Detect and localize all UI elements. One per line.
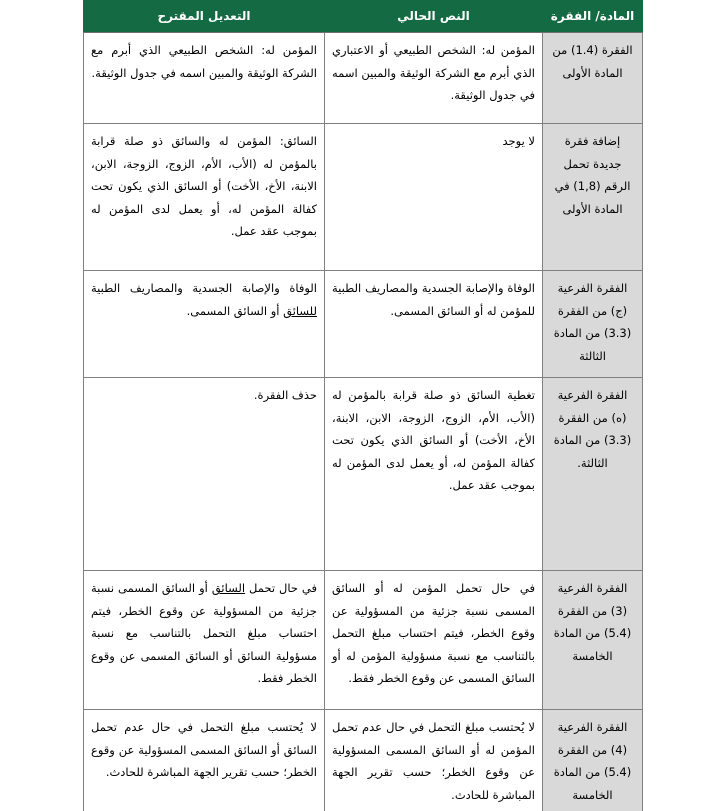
amendment-text-underlined: السائق <box>211 581 246 596</box>
amendments-table-wrapper <box>84 0 643 811</box>
amendment-text-pre: لا يُحتسب مبلغ التحمل في حال عدم تحمل السائق أو السائق المسمى المسؤولية عن وقوع الخطر؛ حسب تقرير الجهة المباشرة للحادث. <box>91 720 317 780</box>
cell-reference: إضافة فقرة جديدة تحمل الرقم (1,8) في المادة الأولى <box>543 124 643 271</box>
cell-proposed-amendment <box>84 571 325 710</box>
table-row <box>84 271 643 378</box>
amendment-text-pre: الوفاة والإصابة الجسدية والمصاريف الطبية <box>91 281 317 296</box>
cell-current-text: الوفاة والإصابة الجسدية والمصاريف الطبية للمؤمن له أو السائق المسمى. <box>325 271 543 378</box>
cell-proposed-amendment <box>84 710 325 811</box>
table-row <box>84 33 643 124</box>
amendment-text-post: أو السائق المسمى نسبة جزئية من المسؤولية عن وقوع الخطر، فيتم احتساب مبلغ التحمل بالتناسب مع نسبة مسؤولية السائق أو السائق المسمى عن وقوع الخطر فقط. <box>91 581 317 686</box>
amendment-text-pre: في حال تحمل <box>245 581 318 596</box>
column-header-proposed-amendment: التعديل المقترح <box>84 1 325 33</box>
amendment-text-pre: حذف الفقرة. <box>253 388 317 403</box>
column-header-reference: المادة/ الفقرة <box>543 1 643 33</box>
amendment-text-pre: السائق: المؤمن له والسائق ذو صلة قرابة بالمؤمن له (الأب، الأم، الزوج، الزوجة، الابن، الابنة، الأخ، الأخت) أو السائق الذي يكون تحت كفالة المؤمن له، أو يعمل لدى المؤمن له بموجب عقد عمل. <box>91 134 317 239</box>
amendment-text-post: أو السائق المسمى. <box>186 303 284 318</box>
table-row <box>84 571 643 710</box>
table-body <box>84 33 643 811</box>
cell-reference: الفقرة (1.4) من المادة الأولى <box>543 33 643 124</box>
cell-proposed-amendment <box>84 33 325 124</box>
amendments-table <box>83 0 643 811</box>
amendment-text-pre: المؤمن له: الشخص الطبيعي الذي أبرم مع الشركة الوثيقة والمبين اسمه في جدول الوثيقة. <box>91 43 317 80</box>
cell-current-text: في حال تحمل المؤمن له أو السائق المسمى نسبة جزئية من المسؤولية عن وقوع الخطر، فيتم احتساب مبلغ التحمل بالتناسب مع نسبة مسؤولية المؤمن له أو السائق المسمى عن وقوع الخطر فقط. <box>325 571 543 710</box>
amendment-text-underlined: للسائق <box>283 303 317 318</box>
cell-proposed-amendment <box>84 124 325 271</box>
table-row <box>84 378 643 571</box>
cell-proposed-amendment <box>84 378 325 571</box>
table-header <box>84 1 643 33</box>
cell-current-text: لا يُحتسب مبلغ التحمل في حال عدم تحمل المؤمن له أو السائق المسمى المسؤولية عن وقوع الخطر؛ حسب تقرير الجهة المباشرة للحادث. <box>325 710 543 811</box>
column-header-current-text: النص الحالي <box>325 1 543 33</box>
table-row <box>84 710 643 811</box>
cell-proposed-amendment <box>84 271 325 378</box>
cell-current-text: المؤمن له: الشخص الطبيعي أو الاعتباري الذي أبرم مع الشركة الوثيقة والمبين اسمه في جدول الوثيقة. <box>325 33 543 124</box>
cell-reference: الفقرة الفرعية (ه) من الفقرة (3.3) من المادة الثالثة. <box>543 378 643 571</box>
table-row <box>84 124 643 271</box>
cell-current-text: لا يوجد <box>325 124 543 271</box>
cell-reference: الفقرة الفرعية (4) من الفقرة (5.4) من المادة الخامسة <box>543 710 643 811</box>
cell-reference: الفقرة الفرعية (3) من الفقرة (5.4) من المادة الخامسة <box>543 571 643 710</box>
table-header-row <box>84 1 643 33</box>
cell-reference: الفقرة الفرعية (ج) من الفقرة (3.3) من المادة الثالثة <box>543 271 643 378</box>
cell-current-text: تغطية السائق ذو صلة قرابة بالمؤمن له (الأب، الأم، الزوج، الزوجة، الابن، الابنة، الأخ، الأخت) أو السائق الذي يكون تحت كفالة المؤمن له، أو يعمل لدى المؤمن له بموجب عقد عمل. <box>325 378 543 571</box>
